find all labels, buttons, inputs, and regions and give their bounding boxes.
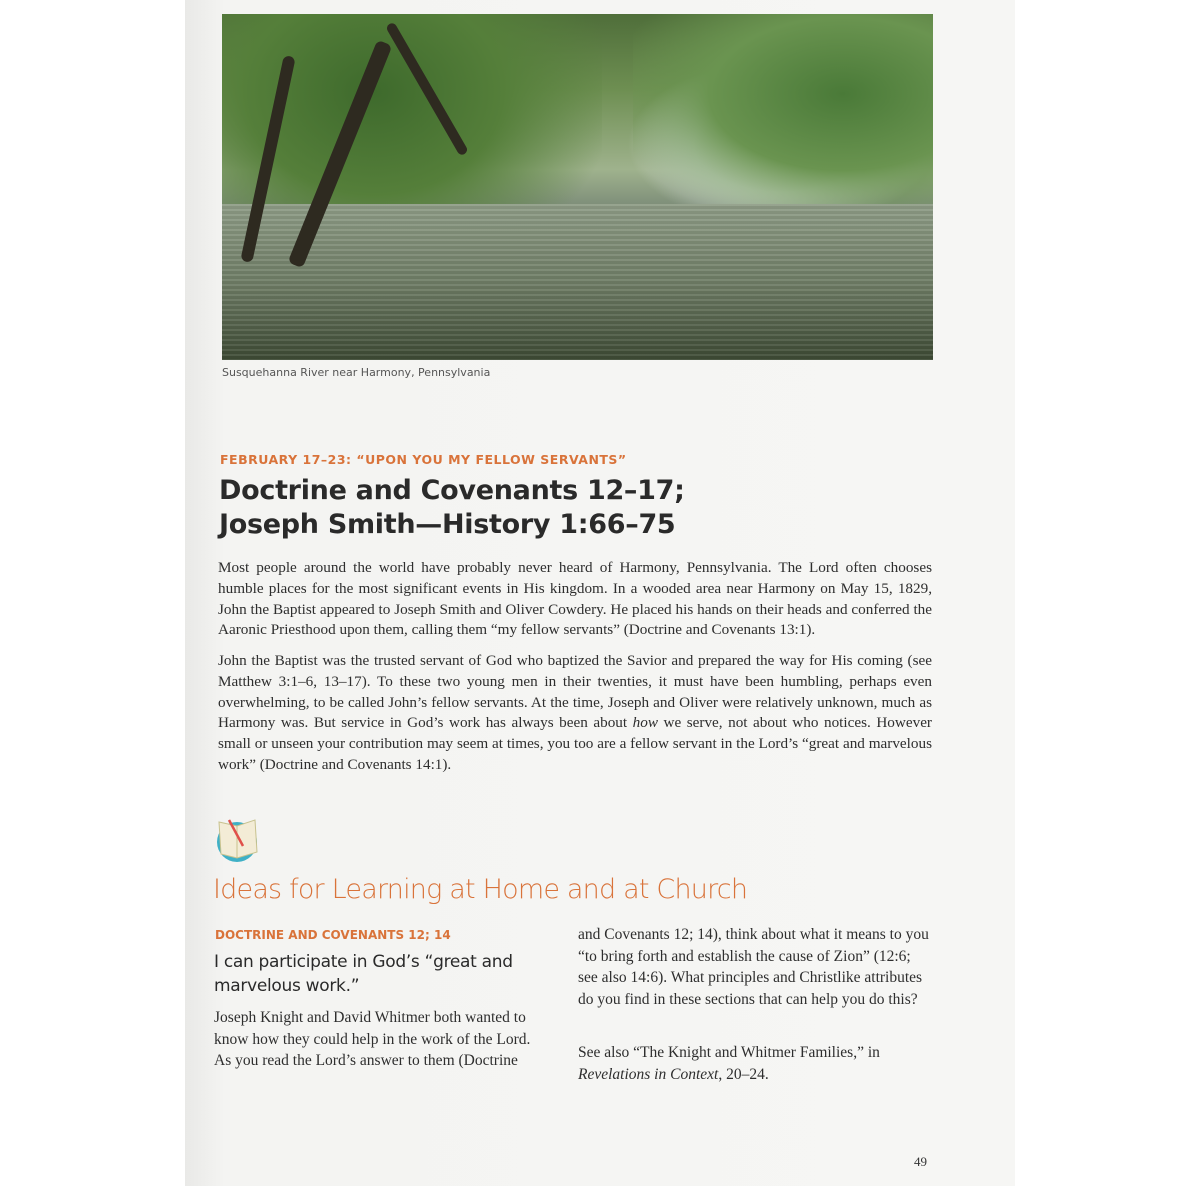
text: we serve, not about who notices. However small or unseen your contribution may seem at times, you too are a fellow servant in the Lord’s “great and marvelous work” (Doctrine and Covenants 14:1). bbox=[218, 714, 932, 773]
lesson-title bbox=[219, 474, 685, 542]
scripture-reference: DOCTRINE AND COVENANTS 12; 14 bbox=[215, 928, 451, 942]
intro-paragraph-1: Most people around the world have probably never heard of Harmony, Pennsylvania. The Lord often chooses humble places for the most significant events in His kingdom. In a wooded area near Harmony on May 15, 1829, John the Baptist appeared to Joseph Smith and Oliver Cowdery. He placed his hands on their heads and conferred the Aaronic Priesthood upon them, calling them “my fellow servants” (Doctrine and Covenants 13:1). bbox=[218, 559, 932, 639]
text: See also “The Knight and Whitmer Families,” in bbox=[578, 1044, 880, 1061]
column-2-text: and Covenants 12; 14), think about what it means to you “to bring forth and establish the cause of Zion” (12:6; see also 14:6). What principles and Christlike attributes do you find in these sections that can help you do this? bbox=[578, 926, 929, 1008]
title-line-1: Doctrine and Covenants 12–17; bbox=[219, 475, 685, 506]
ideas-heading: Ideas for Learning at Home and at Church bbox=[213, 874, 748, 905]
text: , 20–24. bbox=[718, 1065, 769, 1083]
intro-paragraph-2 bbox=[218, 651, 932, 776]
book-pencil-icon bbox=[215, 812, 261, 864]
see-also bbox=[578, 1042, 932, 1085]
photo-caption: Susquehanna River near Harmony, Pennsylvania bbox=[222, 366, 491, 379]
trees-right bbox=[633, 14, 933, 214]
river-photo bbox=[222, 14, 933, 360]
title-line-2: Joseph Smith—History 1:66–75 bbox=[219, 509, 676, 540]
lesson-kicker: FEBRUARY 17–23: “UPON YOU MY FELLOW SERVANTS” bbox=[220, 452, 627, 467]
page-number: 49 bbox=[914, 1154, 927, 1169]
column-1-text: Joseph Knight and David Whitmer both wanted to know how they could help in the work of the Lord. As you read the Lord’s answer to them (Doctrine bbox=[214, 1009, 531, 1069]
river-water bbox=[222, 204, 933, 360]
principle-subheading: I can participate in God’s “great and marvelous work.” bbox=[214, 952, 513, 996]
emphasis: how bbox=[632, 714, 658, 732]
book-title: Revelations in Context bbox=[578, 1065, 719, 1083]
text: John the Baptist was the trusted servant of God who baptized the Savior and prepared the way for His coming (see Matthew 3:1–6, 13–17). To these two young men in their twenties, it must have been humbling, perhaps even overwhelming, to be called John’s fellow servants. At the time, Joseph and Oliver were relatively unknown, much as Harmony was. But service in God’s work has always been about bbox=[218, 652, 932, 732]
